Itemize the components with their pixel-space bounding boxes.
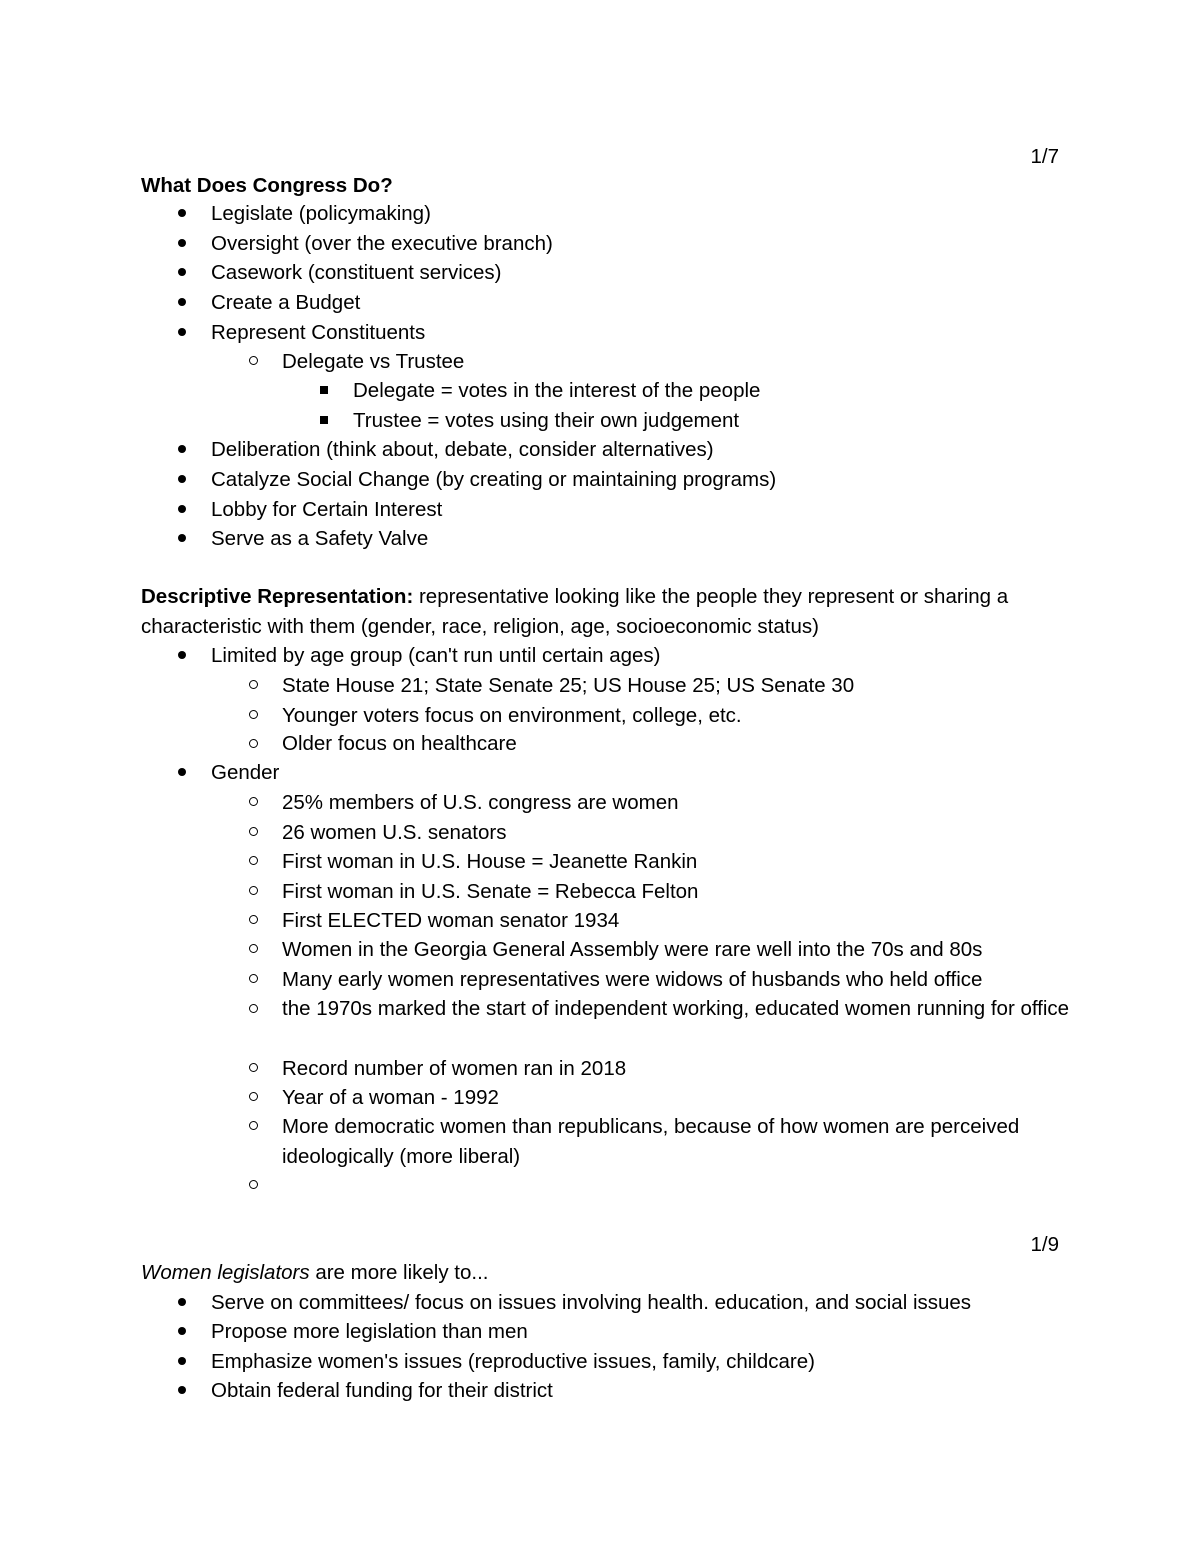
- bullet-disc: [178, 445, 186, 453]
- list-item: Delegate vs Trustee: [282, 350, 465, 373]
- list-item: Serve on committees/ focus on issues involving health. education, and social issues: [211, 1291, 972, 1314]
- list-item: State House 21; State Senate 25; US House 25; US Senate 30: [282, 674, 855, 697]
- bullet-disc: [178, 534, 186, 542]
- bullet-disc: [178, 505, 186, 513]
- list-item: First woman in U.S. Senate = Rebecca Felton: [282, 880, 699, 903]
- list-item: Trustee = votes using their own judgement: [353, 409, 740, 432]
- bullet-circle: [249, 886, 258, 895]
- bullet-disc: [178, 1298, 186, 1306]
- list-item: More democratic women than republicans, because of how women are perceived ideologically (more liberal): [282, 1115, 1020, 1168]
- bullet-circle: [249, 1180, 258, 1189]
- list-item: Younger voters focus on environment, college, etc.: [282, 704, 742, 727]
- list-item: Deliberation (think about, debate, consider alternatives): [211, 438, 714, 461]
- intro-line: [141, 1258, 489, 1288]
- bullet-circle: [249, 356, 258, 365]
- intro-subject: Women legislators: [141, 1261, 310, 1284]
- list-item: Lobby for Certain Interest: [211, 498, 443, 521]
- bullet-circle: [249, 827, 258, 836]
- list-item: Women in the Georgia General Assembly were rare well into the 70s and 80s: [282, 938, 983, 961]
- bullet-circle: [249, 1121, 258, 1130]
- list-item: Older focus on healthcare: [282, 732, 517, 755]
- bullet-disc: [178, 298, 186, 306]
- list-item: 26 women U.S. senators: [282, 821, 507, 844]
- list-item: 25% members of U.S. congress are women: [282, 791, 679, 814]
- list-item: Create a Budget: [211, 291, 361, 314]
- definition-term: Descriptive Representation:: [141, 585, 414, 608]
- date-label: 1/9: [1030, 1233, 1059, 1256]
- list-item: Emphasize women's issues (reproductive issues, family, childcare): [211, 1350, 815, 1373]
- bullet-circle: [249, 710, 258, 719]
- bullet-disc: [178, 328, 186, 336]
- bullet-disc: [178, 1357, 186, 1365]
- list-item: Represent Constituents: [211, 321, 426, 344]
- bullet-circle: [249, 797, 258, 806]
- list-item: Obtain federal funding for their district: [211, 1379, 553, 1402]
- list-item: First ELECTED woman senator 1934: [282, 909, 620, 932]
- bullet-circle: [249, 915, 258, 924]
- bullet-disc: [178, 651, 186, 659]
- list-item: Serve as a Safety Valve: [211, 527, 429, 550]
- bullet-disc: [178, 239, 186, 247]
- bullet-disc: [178, 268, 186, 276]
- list-item: Record number of women ran in 2018: [282, 1057, 627, 1080]
- bullet-circle: [249, 1063, 258, 1072]
- bullet-circle: [249, 856, 258, 865]
- list-item: Catalyze Social Change (by creating or maintaining programs): [211, 468, 777, 491]
- bullet-disc: [178, 1386, 186, 1394]
- definition-text: representative looking like the people they represent or sharing a characteristic with them (gender, race, religion, age, socioeconomic status): [141, 585, 1009, 638]
- definition-paragraph: [141, 582, 1061, 641]
- bullet-disc: [178, 209, 186, 217]
- bullet-disc: [178, 768, 186, 776]
- list-item: Propose more legislation than men: [211, 1320, 528, 1343]
- bullet-circle: [249, 680, 258, 689]
- list-item: Casework (constituent services): [211, 261, 502, 284]
- list-item: Year of a woman - 1992: [282, 1086, 499, 1109]
- bullet-circle: [249, 1004, 258, 1013]
- list-item: Legislate (policymaking): [211, 202, 431, 225]
- intro-text: are more likely to...: [309, 1261, 489, 1284]
- list-item: the 1970s marked the start of independent working, educated women running for office: [282, 997, 1070, 1020]
- bullet-circle: [249, 1092, 258, 1101]
- bullet-square: [320, 386, 328, 394]
- bullet-disc: [178, 475, 186, 483]
- section-heading: What Does Congress Do?: [141, 174, 393, 197]
- bullet-square: [320, 416, 328, 424]
- list-item: Oversight (over the executive branch): [211, 232, 553, 255]
- bullet-circle: [249, 739, 258, 748]
- date-label: 1/7: [1030, 145, 1059, 168]
- list-item: Delegate = votes in the interest of the people: [353, 379, 761, 402]
- list-item: Limited by age group (can't run until certain ages): [211, 644, 661, 667]
- list-item: Gender: [211, 761, 280, 784]
- list-item: First woman in U.S. House = Jeanette Rankin: [282, 850, 698, 873]
- list-item: Many early women representatives were widows of husbands who held office: [282, 968, 983, 991]
- bullet-disc: [178, 1327, 186, 1335]
- bullet-circle: [249, 974, 258, 983]
- bullet-circle: [249, 944, 258, 953]
